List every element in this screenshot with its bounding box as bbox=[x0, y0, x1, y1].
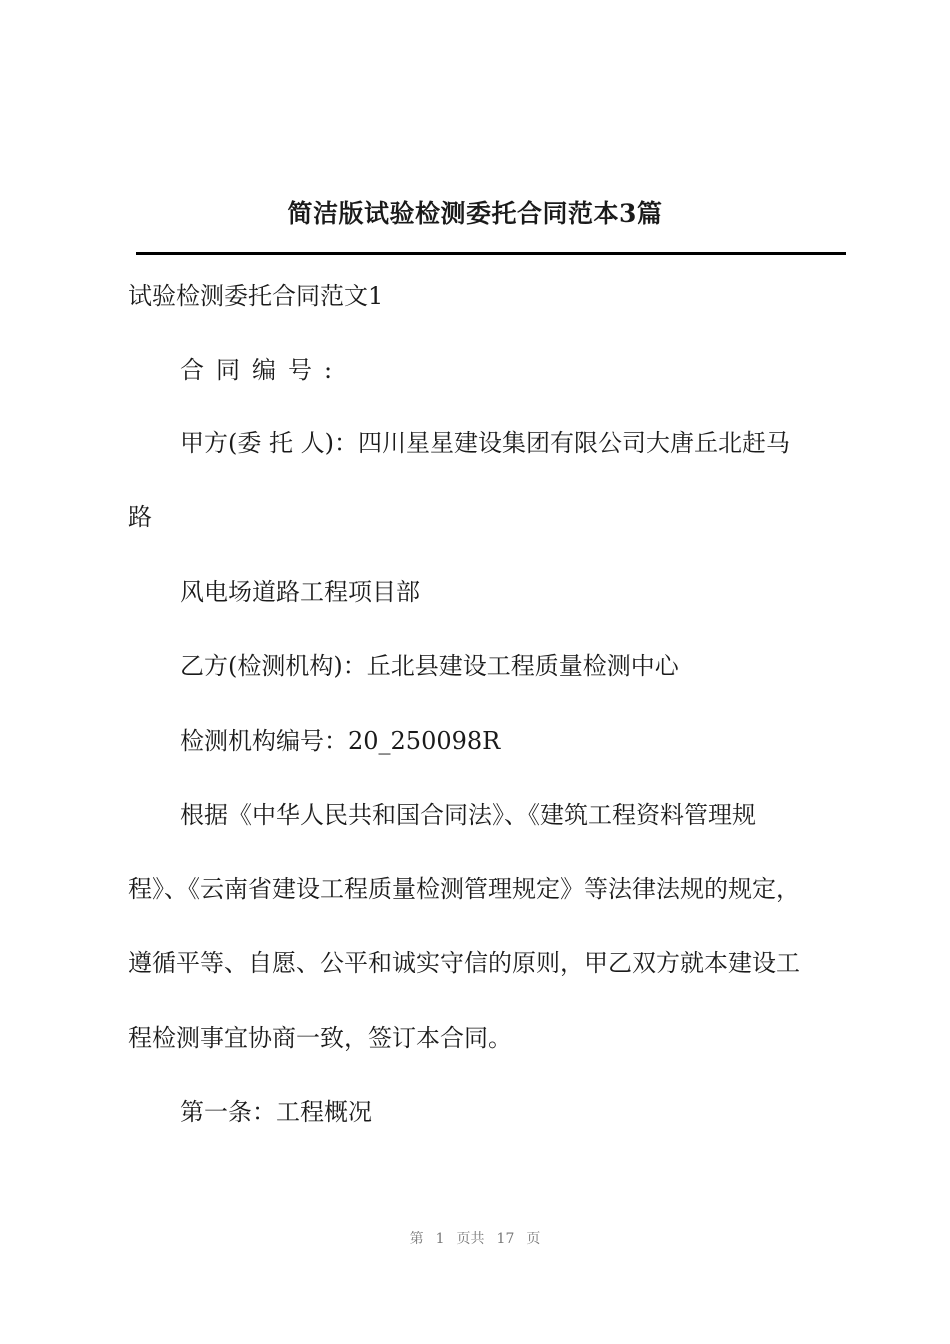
preamble-line-3: 遵循平等、自愿、公平和诚实守信的原则，甲乙双方就本建设工 bbox=[128, 949, 800, 977]
footer-page-suffix: 页 bbox=[526, 1231, 541, 1247]
title-underline bbox=[136, 252, 846, 255]
document-title: 简洁版试验检测委托合同范本3篇 bbox=[287, 199, 663, 228]
section-heading: 试验检测委托合同范文1 bbox=[128, 282, 384, 310]
agency-number: 检测机构编号：20_250098R bbox=[180, 727, 501, 755]
preamble-line-4: 程检测事宜协商一致，签订本合同。 bbox=[128, 1024, 512, 1052]
party-a-line-1: 甲方(委 托 人)：四川星星建设集团有限公司大唐丘北赶马 bbox=[180, 429, 790, 457]
preamble-line-1: 根据《中华人民共和国合同法》、《建筑工程资料管理规 bbox=[180, 801, 756, 829]
preamble-line-2: 程》、《云南省建设工程质量检测管理规定》等法律法规的规定， bbox=[128, 875, 800, 903]
footer-current-page: 1 bbox=[435, 1231, 445, 1247]
footer-page-prefix: 第 bbox=[409, 1231, 424, 1247]
page-footer bbox=[0, 1228, 950, 1248]
party-a-line-2: 路 bbox=[128, 503, 152, 531]
party-b: 乙方(检测机构)：丘北县建设工程质量检测中心 bbox=[180, 652, 679, 680]
contract-number-label: 合同编号: bbox=[180, 356, 345, 384]
party-a-line-3: 风电场道路工程项目部 bbox=[180, 578, 420, 606]
article-one-heading: 第一条：工程概况 bbox=[180, 1098, 372, 1126]
footer-total-pages: 17 bbox=[496, 1231, 515, 1247]
footer-page-mid: 页共 bbox=[456, 1231, 485, 1247]
